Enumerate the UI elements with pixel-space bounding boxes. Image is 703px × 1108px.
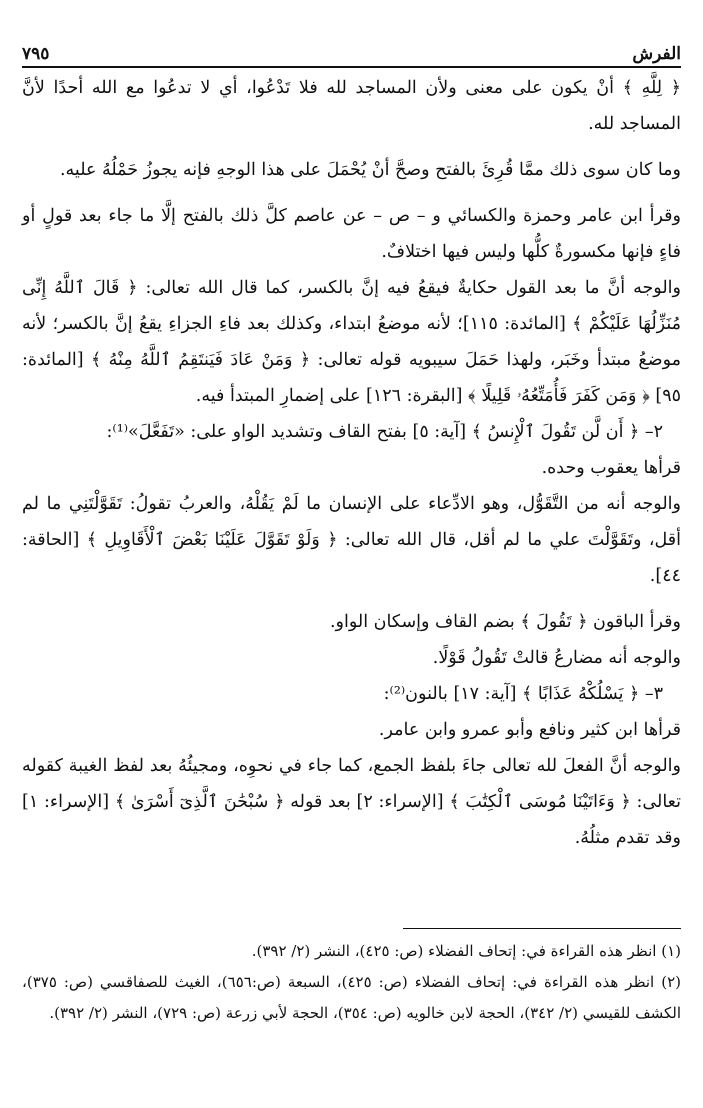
reading-heading: ٣– ﴿ يَسْلُكْهُ عَذَابًا ﴾ [آية: ١٧] بالنون⁽²⁾:	[383, 684, 663, 704]
paragraph: والوجه أنه مضارعُ قالتْ تَقُولُ قَوْلًا.	[432, 648, 681, 668]
paragraph: قرأها ابن كثير ونافع وأبو عمرو وابن عامر.	[378, 720, 681, 740]
footnote: (٢) انظر هذه القراءة في: إتحاف الفضلاء (ص: ٤٢٥)، السبعة (ص:٦٥٦)، الغيث للصفاقسي (ص: ٣٧٥)، الكشف للقيسي (٢/ ٣٤٢)، الحجة لابن خالويه (ص: ٣٥٤)، الحجة لأبي زرعة (ص: ٧٢٩)، النشر (٢/ ٣٩٢).	[22, 973, 682, 1022]
book-page	[22, 0, 681, 1108]
paragraph: والوجه أنَّ الفعلَ لله تعالى جاءَ بلفظ الجمع، كما جاء في نحوِه، ومجيئُهُ بعد لفظ الغيبة كقوله تعالى: ﴿ وَءَاتَيْنَا مُوسَى ٱلْكِتَٰبَ ﴾ [الإسراء: ٢] بعد قوله ﴿ سُبْحَٰنَ ٱلَّذِىٓ أَسْرَىٰ ﴾ [الإسراء: ١] وقد تقدم مثلُهُ.	[22, 756, 681, 848]
paragraph: والوجه أنَّ ما بعد القول حكايةٌ فيقعُ فيه إنَّ بالكسر، كما قال الله تعالى: ﴿ قَالَ ٱللَّهُ إِنِّى مُنَزِّلُهَا عَلَيْكُمْ ﴾ [المائدة: ١١٥]؛ لأنه موضعُ ابتداء، وكذلك بعد فاءِ الجزاءِ يقعُ إنَّ بالكسر؛ لأنه موضعُ مبتدأ وخَبَر، ولهذا حَمَلَ سيبويه قوله تعالى: ﴿ وَمَنْ عَادَ فَيَنتَقِمُ ٱللَّهُ مِنْهُ ﴾ [المائدة: ٩٥] ﴿ وَمَن كَفَرَ فَأُمَتِّعُهُۥ قَلِيلًا ﴾ [البقرة: ١٢٦] على إضمارِ المبتدأ فيه.	[22, 278, 681, 406]
paragraph: والوجه أنه من التَّقَوُّل، وهو الادِّعاء على الإنسان ما لَمْ يَقُلْهُ، والعربُ تقولُ: تَقَوَّلْتَنِي ما لم أقل، وتَقَوَّلْتَ علي ما لم أقل، قال الله تعالى: ﴿ وَلَوْ تَقَوَّلَ عَلَيْنَا بَعْضَ ٱلْأَقَاوِيلِ ﴾ [الحاقة: ٤٤].	[22, 494, 681, 586]
paragraph: ﴿ لِلَّهِ ﴾ أنْ يكون على معنى ولأن المساجد لله فلا تَدْعُوا، أي لا تدعُوا مع الله أحدًا لأنَّ المساجد لله.	[22, 78, 681, 134]
running-header	[22, 36, 681, 64]
paragraph: وقرأ ابن عامر وحمزة والكسائي و – ص – عن عاصم كلَّ ذلك بالفتح إلَّا ما جاء بعد قولٍ أو فاءٍ فإنها مكسورةٌ كلُّها وليس فيها اختلافٌ.	[22, 206, 681, 262]
main-text	[22, 70, 681, 856]
paragraph: وقرأ الباقون ﴿ تَقُولَ ﴾ بضم القاف وإسكان الواو.	[329, 612, 681, 632]
footnote: (١) انظر هذه القراءة في: إتحاف الفضلاء (ص: ٤٢٥)، النشر (٢/ ٣٩٢).	[251, 942, 681, 960]
paragraph: وما كان سوى ذلك ممَّا قُرِئَ بالفتح وصحَّ أنْ يُحْمَلَ على هذا الوجهِ فإنه يجوزُ حَمْلُهُ عليه.	[59, 160, 681, 180]
footnotes	[22, 936, 681, 1029]
header-rule	[22, 66, 681, 68]
paragraph: قرأها يعقوب وحده.	[541, 458, 681, 478]
reading-heading: ٢– ﴿ أَن لَّن تَقُولَ ٱلْإِنسُ ﴾ [آية: ٥] بفتح القاف وتشديد الواو على: «تَفَعَّلَ»⁽¹⁾:	[106, 422, 663, 442]
section-title: الفرش	[632, 44, 681, 64]
footnote-separator	[403, 928, 681, 929]
page-number: ٧٩٥	[22, 44, 50, 64]
